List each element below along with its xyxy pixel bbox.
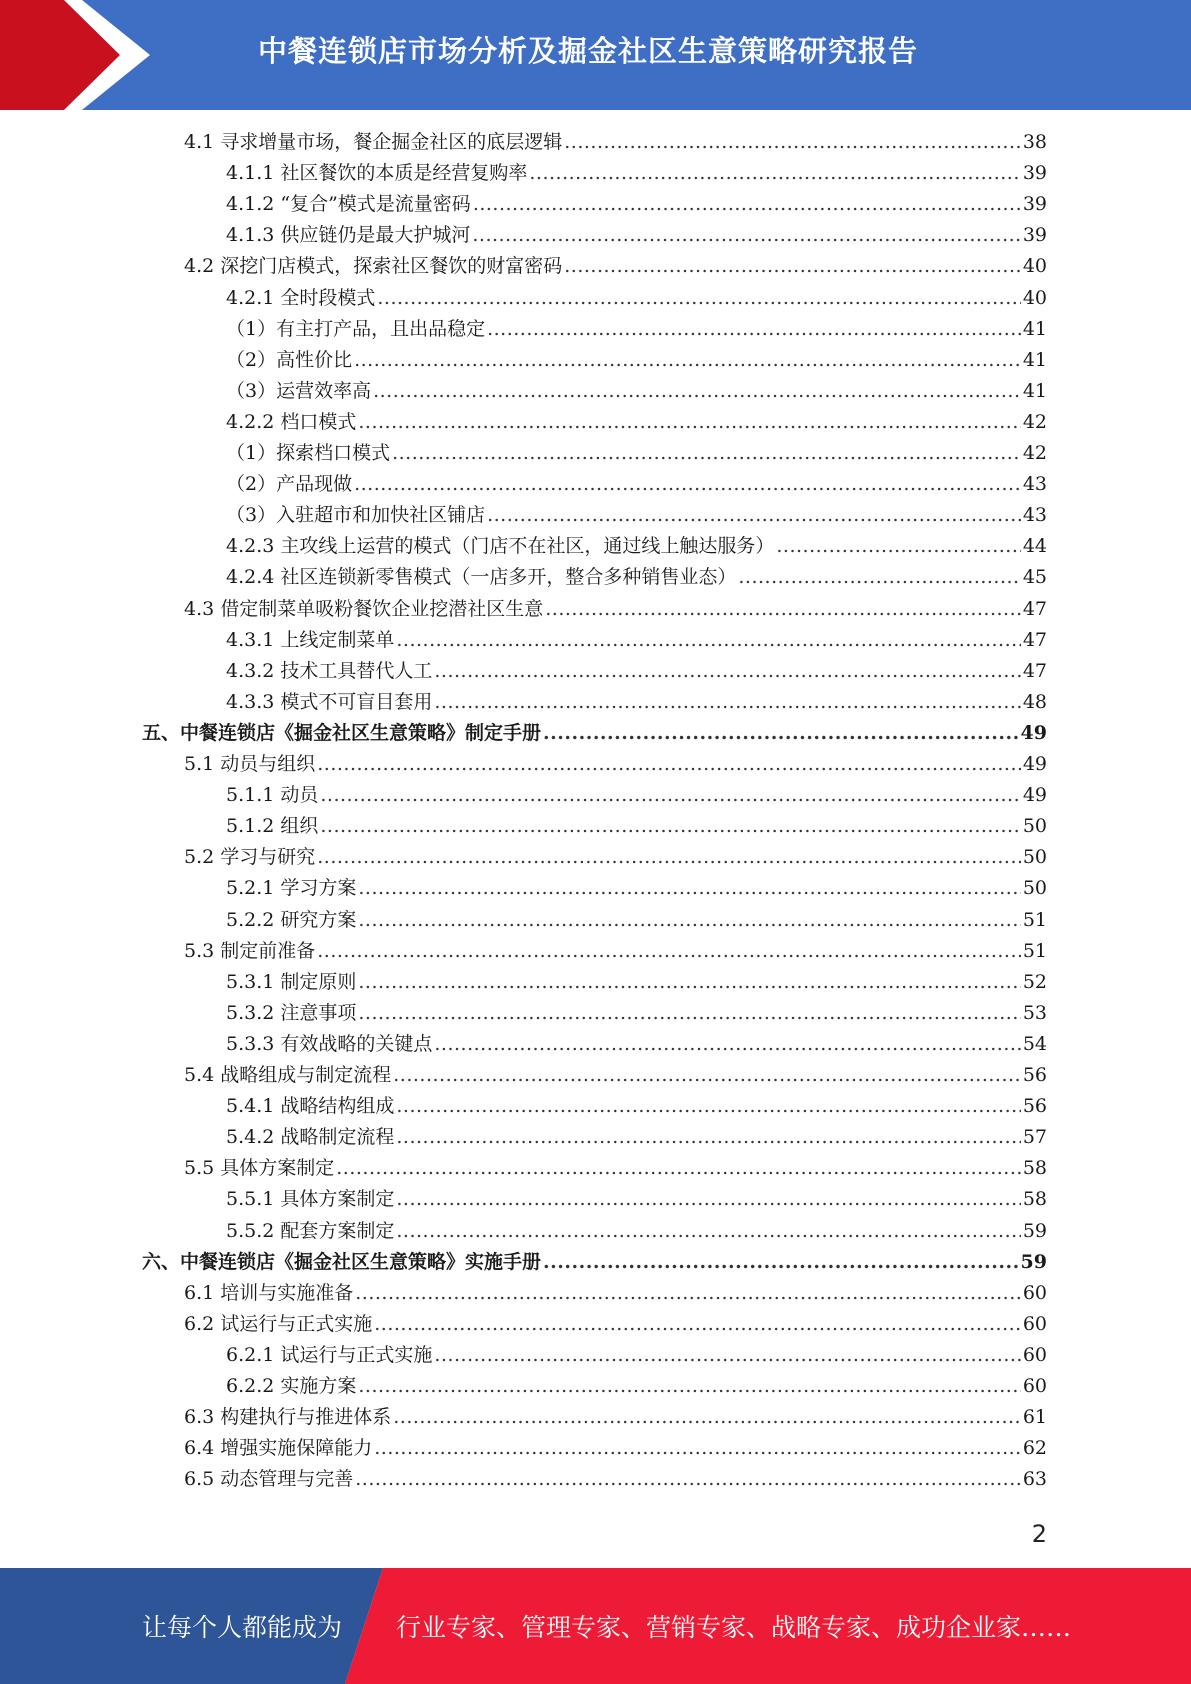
toc-leader-dots [776,531,1020,562]
toc-leader-dots [396,1184,1020,1215]
toc-leader-dots [317,842,1021,873]
toc-entry-label: 4.1.2 “复合”模式是流量密码 [226,193,471,216]
toc-entry-page: 56 [1022,1064,1047,1086]
toc-leader-dots [358,967,1020,998]
toc-entry-page: 41 [1022,348,1047,371]
toc-entry-page: 59 [1022,1219,1047,1242]
toc-entry[interactable] [226,656,1047,687]
toc-entry-label: 4.2 深挖门店模式，探索社区餐饮的财富密码 [184,255,563,278]
toc-entry[interactable] [226,1122,1047,1153]
toc-entry-page: 60 [1022,1281,1047,1304]
toc-entry[interactable] [226,780,1047,811]
toc-entry[interactable] [226,811,1047,842]
toc-entry-label: 5.1.2 组织 [226,815,319,838]
toc-leader-dots [317,936,1021,967]
toc-entry-label: 5.3.2 注意事项 [226,1001,357,1024]
toc-entry[interactable] [184,1433,1047,1464]
toc-entry[interactable] [226,1184,1047,1215]
toc-entry-page: 50 [1022,846,1047,869]
toc-entry[interactable] [184,251,1047,282]
toc-entry[interactable] [184,1278,1047,1309]
toc-entry-page: 40 [1022,255,1047,278]
toc-entry-label: 5.2.2 研究方案 [226,908,357,931]
toc-entry-label: 5.3.3 有效战略的关键点 [226,1032,433,1055]
toc-leader-dots [738,562,1020,593]
toc-entry-page: 50 [1022,877,1047,900]
toc-entry-label: 六、中餐连锁店《掘金社区生意策略》实施手册 [142,1250,542,1273]
toc-entry-page: 42 [1022,410,1047,433]
toc-entry-label: （2）产品现做 [226,473,353,496]
toc-entry[interactable] [184,842,1047,873]
toc-entry[interactable] [184,1153,1047,1184]
toc-entry[interactable] [184,1402,1047,1433]
toc-entry[interactable] [226,687,1047,718]
toc-entry-label: 4.3.3 模式不可盲目套用 [226,690,433,713]
toc-entry[interactable] [226,220,1047,251]
toc-entry[interactable] [226,531,1047,562]
toc-entry-page: 59 [1020,1250,1047,1273]
toc-entry-label: 5.5.2 配套方案制定 [226,1219,395,1242]
toc-entry-label: 5.3 制定前准备 [184,939,316,962]
toc-entry[interactable] [184,749,1047,780]
toc-entry-page: 54 [1022,1032,1047,1055]
toc-entry-page: 51 [1022,908,1047,931]
toc-entry[interactable] [226,1029,1047,1060]
toc-entry[interactable] [226,562,1047,593]
toc-leader-dots [358,407,1020,438]
toc-entry-label: 5.5.1 具体方案制定 [226,1188,395,1211]
toc-leader-dots [545,594,1021,625]
toc-leader-dots [396,625,1020,656]
toc-entry-label: （1）探索档口模式 [226,442,391,464]
toc-entry-label: 4.1 寻求增量市场，餐企掘金社区的底层逻辑 [184,131,563,153]
toc-entry-label: 4.3 借定制菜单吸粉餐饮企业挖潜社区生意 [184,597,544,620]
toc-leader-dots [564,127,1021,158]
toc-entry-label: （1）有主打产品，且出品稳定 [226,317,486,340]
toc-entry-label: 4.2.4 社区连锁新零售模式（一店多开，整合多种销售业态） [226,566,737,589]
toc-leader-dots [564,251,1021,282]
toc-entry-page: 57 [1022,1126,1047,1149]
toc-entry-page: 43 [1022,504,1047,527]
toc-leader-dots [396,1091,1020,1122]
toc-entry[interactable] [226,438,1047,469]
toc-entry-label: 4.2.3 主攻线上运营的模式（门店不在社区，通过线上触达服务） [226,535,775,558]
toc-entry-page: 49 [1022,784,1047,807]
toc-entry[interactable] [226,1371,1047,1402]
toc-entry-page: 49 [1022,753,1047,775]
toc-leader-dots [358,1371,1020,1402]
toc-entry[interactable] [184,936,1047,967]
toc-leader-dots [320,811,1020,842]
toc-entry[interactable] [226,1340,1047,1371]
toc-entry-label: 5.5 具体方案制定 [184,1157,335,1180]
report-header [0,0,1191,110]
toc-entry-page: 51 [1022,939,1047,962]
toc-entry[interactable] [184,1060,1047,1091]
toc-entry-page: 39 [1022,193,1047,216]
toc-entry-label: 4.2.2 档口模式 [226,410,357,433]
toc-entry-page: 60 [1022,1312,1047,1335]
toc-leader-dots [434,1029,1020,1060]
toc-entry-label: 5.2 学习与研究 [184,846,316,869]
toc-entry-page: 47 [1022,628,1047,651]
toc-entry-page: 39 [1022,162,1047,185]
toc-entry-page: 45 [1022,566,1047,589]
toc-entry[interactable] [226,345,1047,376]
toc-entry-page: 58 [1022,1157,1047,1180]
toc-leader-dots [472,220,1020,251]
toc-entry-label: 5.1 动员与组织 [184,753,316,775]
toc-entry[interactable] [226,407,1047,438]
toc-entry-label: 4.1.1 社区餐饮的本质是经营复购率 [226,162,528,185]
toc-entry[interactable] [226,314,1047,345]
toc-leader-dots [392,438,1021,469]
toc-entry-label: （3）运营效率高 [226,379,372,402]
toc-entry-page: 41 [1022,317,1047,340]
toc-entry-page: 63 [1022,1468,1047,1491]
toc-entry-label: 6.2 试运行与正式实施 [184,1312,373,1335]
toc-leader-dots [396,1216,1020,1247]
toc-entry-page: 56 [1022,1095,1047,1118]
toc-entry[interactable] [226,998,1047,1029]
toc-entry[interactable] [226,283,1047,314]
toc-entry-page: 43 [1022,473,1047,496]
report-title: 中餐连锁店市场分析及掘金社区生意策略研究报告 [258,34,919,68]
toc-leader-dots [358,998,1020,1029]
toc-entry-label: 6.2.1 试运行与正式实施 [226,1343,433,1366]
toc-entry-page: 61 [1022,1406,1047,1429]
toc-entry[interactable] [142,1247,1047,1278]
toc-leader-dots [434,1340,1020,1371]
toc-entry-label: 5.1.1 动员 [226,784,319,807]
toc-leader-dots [320,780,1020,811]
toc-leader-dots [487,314,1021,345]
toc-entry-page: 50 [1022,815,1047,838]
toc-leader-dots [473,189,1021,220]
toc-entry-label: 五、中餐连锁店《掘金社区生意策略》制定手册 [142,721,542,744]
toc-entry-label: 4.2.1 全时段模式 [226,286,376,309]
toc-leader-dots [393,1402,1021,1433]
toc-leader-dots [354,345,1021,376]
toc-entry-label: 4.3.2 技术工具替代人工 [226,659,433,682]
toc-entry-label: 5.2.1 学习方案 [226,877,357,900]
toc-leader-dots [543,718,1019,749]
toc-entry[interactable] [226,967,1047,998]
toc-entry[interactable] [226,469,1047,500]
toc-entry-page: 49 [1020,721,1047,744]
toc-entry[interactable] [142,718,1047,749]
toc-entry-page: 38 [1022,131,1047,153]
toc-entry-page: 58 [1022,1188,1047,1211]
header-chevron-icon [0,0,160,110]
toc-leader-dots [434,687,1020,718]
toc-entry[interactable] [226,1091,1047,1122]
toc-leader-dots [373,376,1021,407]
toc-entry-page: 42 [1022,442,1047,464]
toc-entry-label: 6.2.2 实施方案 [226,1375,357,1397]
toc-entry[interactable] [226,625,1047,656]
toc-entry-page: 47 [1022,659,1047,682]
report-footer [0,1568,1191,1684]
toc-entry[interactable] [226,1216,1047,1247]
toc-entry-label: 5.4 战略组成与制定流程 [184,1064,392,1086]
toc-entry-page: 48 [1022,690,1047,713]
toc-leader-dots [374,1433,1021,1464]
toc-leader-dots [336,1153,1021,1184]
toc-entry[interactable] [226,500,1047,531]
toc-entry-page: 62 [1022,1437,1047,1460]
toc-entry-page: 60 [1022,1343,1047,1366]
toc-leader-dots [396,1122,1020,1153]
toc-entry-label: 6.1 培训与实施准备 [184,1281,354,1304]
toc-entry-label: 6.3 构建执行与推进体系 [184,1406,392,1429]
toc-leader-dots [355,1278,1021,1309]
toc-entry-label: 6.5 动态管理与完善 [184,1468,354,1491]
toc-entry-page: 44 [1022,535,1047,558]
toc-entry-page: 52 [1022,970,1047,993]
toc-leader-dots [487,500,1021,531]
toc-entry-label: 4.3.1 上线定制菜单 [226,628,395,651]
toc-leader-dots [358,905,1020,936]
toc-entry-page: 40 [1022,286,1047,309]
toc-entry-page: 60 [1022,1375,1047,1397]
toc-entry-page: 53 [1022,1001,1047,1024]
toc-leader-dots [377,283,1020,314]
toc-leader-dots [355,1464,1021,1495]
toc-entry-label: 5.4.1 战略结构组成 [226,1095,395,1118]
toc-leader-dots [393,1060,1021,1091]
toc-leader-dots [358,873,1020,904]
toc-entry-label: 4.1.3 供应链仍是最大护城河 [226,224,471,247]
toc-entry[interactable] [226,905,1047,936]
toc-entry[interactable] [184,1464,1047,1495]
toc-leader-dots [354,469,1021,500]
toc-leader-dots [374,1309,1021,1340]
toc-leader-dots [543,1247,1019,1278]
toc-entry-page: 41 [1022,379,1047,402]
footer-slogan-right: 行业专家、管理专家、营销专家、战略专家、成功企业家…… [396,1613,1072,1642]
toc-entry[interactable] [184,594,1047,625]
toc-leader-dots [317,749,1021,780]
toc-entry-label: 5.3.1 制定原则 [226,970,357,993]
toc-leader-dots [434,656,1020,687]
toc-entry-label: （3）入驻超市和加快社区铺店 [226,504,486,527]
toc-entry-label: 5.4.2 战略制定流程 [226,1126,395,1149]
toc-entry[interactable] [184,127,1047,158]
toc-entry-label: 6.4 增强实施保障能力 [184,1437,373,1460]
toc-entry[interactable] [226,189,1047,220]
toc-leader-dots [529,158,1020,189]
toc-entry-page: 39 [1022,224,1047,247]
page-number: 2 [1031,1520,1047,1548]
toc-entry[interactable] [226,873,1047,904]
toc-entry[interactable] [226,158,1047,189]
toc-entry[interactable] [184,1309,1047,1340]
toc-entry[interactable] [226,376,1047,407]
footer-slogan-left: 让每个人都能成为 [142,1613,343,1642]
toc-entry-label: （2）高性价比 [226,348,353,371]
toc-entry-page: 47 [1022,597,1047,620]
